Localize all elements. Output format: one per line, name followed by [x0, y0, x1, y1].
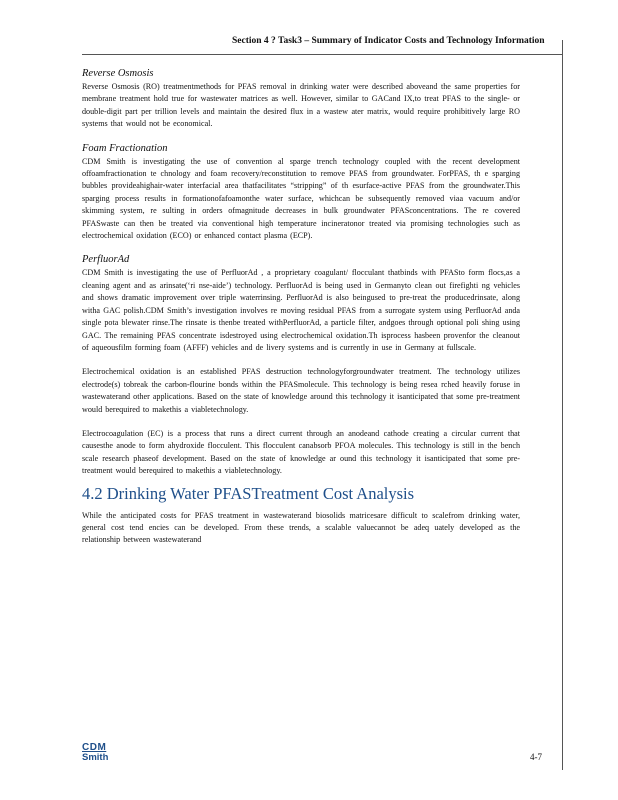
logo-line-smith: Smith: [82, 752, 109, 763]
section-reverse-osmosis: [82, 68, 520, 131]
cdm-smith-logo: [82, 743, 122, 763]
page-header: Section 4 ? Task3 – Summary of Indicator Costs and Technology Information: [232, 36, 545, 46]
paragraph: CDM Smith is investigating the use of convention al sparge trench technology coupled with the recent development offoamfractionation te chnology and foam recovery/reconstitution to remove PFAS from groundwater. ForPFAS, th e sparging bubbles provideahighair-water interfacial area thatfacilitates “stripping” of th esurface-active PFAS from the groundwater.This sparging process results in formationofafoamonthe water surface, whichcan be subsequently removed viaa vacuum and/or skimming system, re sulting in orders ofmagnitude decreases in bulk groundwater PFASconcentrations. The re covered PFASwaste can then be treated via conventional high temperature incineratonor treated via promising technologies such as electrochemical oxidation (ECO) or enhanced contact plasma (ECP).: [82, 156, 520, 241]
header-rule: [82, 54, 562, 55]
section-title: Reverse Osmosis: [82, 68, 154, 79]
paragraph: Electrocoagulation (EC) is a process that runs a direct current through an anodeand cathode creating a circular current that causesthe anode to form ahydroxide flocculent. This flocculent canabsorb PFOA molecules. This technology is still in the bench scale research phaseof development. Based on the state of knowledge ar ound this technology it isanticipated that some pre-treatment would berequired to makethis a viabletechnology.: [82, 428, 520, 476]
paragraph: Electrochemical oxidation is an established PFAS destruction technologyforgroundwater treatment. The technology utilizes electrode(s) tobreak the carbon-flourine bonds within the PFASmolecule. This technology is being resea rched heavily foruse in wastewaterand other applications. Based on the state of knowledge around this technology it isanticipated that some pre-treatment would berequired to makethis a viabletechnology.: [82, 367, 520, 414]
section-foam-fractionation: [82, 143, 520, 243]
section-title: PerfluorAd: [82, 254, 130, 266]
paragraph: While the anticipated costs for PFAS treatment in wastewaterand biosolids matricesare difficult to scalefrom drinking water, general cost tend encies can be developed. From these trends, a scalable valuecannot be adeq uately developed as the relationship between wastewaterand: [82, 510, 520, 545]
main-content: [82, 68, 520, 559]
side-rule: [562, 40, 563, 770]
page-number: 4-7: [530, 752, 542, 762]
paragraph: CDM Smith is investigating the use of PerfluorAd , a proprietary coagulant/ flocculant thatbinds with PFASto form flocs,as a cleaning agent and as arinsate(‘ri nse-aide’) technology. PerfluorAd is being used in Germanyto clean out firefighti ng vehicles and shows dramatic improvement over triple waterrinsing. PerfluorAd is also beingused to pre-treat the producedrinsate, along witha GAC polish.CDM Smith’s investigation involves re moving residual PFAS from a surrogate system using PerfluorAd anda single pota blewater rinse.The rinsate is thenbe treated withPerfluorAd, a particle filter, andgoes through optional poli shing using GAC. The remaining PFAS concentrate isdestroyed using electrochemical oxidation.Th isprocess hasbeen provenfor the cleanout of aqueousfilm forming foam (AFFF) vehicles and de livery systems and is currently in use in Germany at fullscale.: [82, 268, 520, 352]
logo-line-cdm: CDM: [82, 742, 107, 753]
section-title: Foam Fractionation: [82, 142, 168, 154]
section-perfluorad: [82, 254, 520, 477]
section-heading-4-2: 4.2 Drinking Water PFASTreatment Cost Analysis: [82, 483, 415, 503]
paragraph: Reverse Osmosis (RO) treatmentmethods for PFAS removal in drinking water were described aboveand the same properties for membrane treatment hold true for wastewater matrices as well. However, similar to GACand IX,to treat PFAS to the single- or double-digit part per trillion levels and maintain the desired flux in a wastew ater matrix, would require prohibitively large RO systems that would not be economical.: [82, 82, 520, 129]
